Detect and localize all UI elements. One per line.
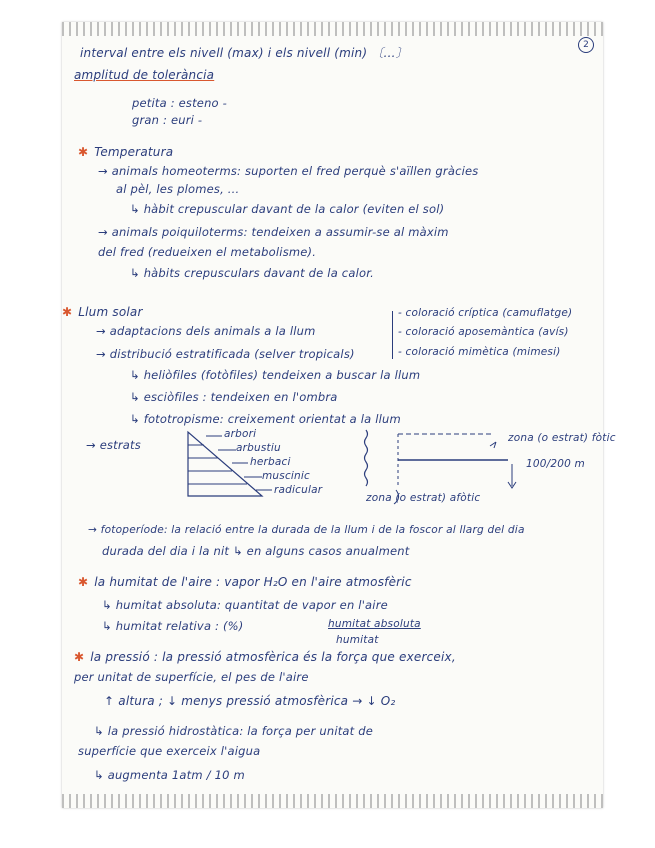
- heading-text: Llum solar: [78, 305, 143, 319]
- note-line: gran : euri -: [132, 113, 203, 127]
- note-line: per unitat de superfície, el pes de l'aire: [74, 670, 309, 684]
- spiral-binding-edge: [62, 22, 603, 36]
- strata-label: radicular: [274, 484, 323, 496]
- note-line: ↳ hàbits crepusculars davant de la calor.: [130, 266, 374, 280]
- note-line: interval entre els nivell (max) i els nivell (min) 〔…〕: [80, 46, 408, 60]
- note-line: → animals poiquiloterms: tendeixen a assumir-se al màxim: [98, 225, 449, 239]
- bracket-divider: [392, 311, 393, 359]
- note-line: durada del dia i la nit ↳ en alguns casos anualment: [102, 544, 410, 558]
- section-heading-pressio: [74, 650, 456, 664]
- note-line: ↳ augmenta 1atm / 10 m: [94, 768, 245, 782]
- asterisk-icon: ✱: [78, 575, 89, 589]
- heading-text: la humitat de l'aire : vapor H₂O en l'aire atmosfèric: [94, 575, 412, 589]
- note-line: - coloració críptica (camuflatge): [398, 307, 573, 319]
- note-line: ↳ humitat absoluta: quantitat de vapor en l'aire: [102, 598, 388, 612]
- section-heading-llum: [62, 305, 143, 319]
- asterisk-icon: ✱: [74, 650, 85, 664]
- note-line: al pèl, les plomes, ...: [116, 182, 240, 196]
- note-line: → animals homeoterms: suporten el fred perquè s'aïllen gràcies: [98, 164, 479, 178]
- strata-label: muscinic: [262, 470, 310, 482]
- note-line: → estrats: [86, 438, 141, 452]
- depth-label: 100/200 m: [526, 458, 585, 470]
- section-heading-temperatura: [78, 145, 173, 159]
- heading-text: Temperatura: [94, 145, 174, 159]
- fraction-numerator: humitat absoluta: [328, 618, 421, 630]
- page-number: 2: [578, 37, 594, 53]
- asterisk-icon: ✱: [62, 305, 73, 319]
- zone-label: zona (o estrat) fòtic: [508, 432, 616, 444]
- asterisk-icon: ✱: [78, 145, 89, 159]
- strata-label: herbaci: [250, 456, 291, 468]
- heading-text: la pressió : la pressió atmosfèrica és la força que exerceix,: [90, 650, 456, 664]
- note-line: - coloració mimètica (mimesi): [398, 346, 561, 358]
- note-line: del fred (redueixen el metabolisme).: [98, 245, 317, 259]
- note-line: ↑ altura ; ↓ menys pressió atmosfèrica → ↓ O₂: [104, 694, 396, 708]
- note-line: ↳ humitat relativa : (%): [102, 619, 244, 633]
- note-line: → adaptacions dels animals a la llum: [96, 324, 316, 338]
- note-line: superfície que exerceix l'aigua: [78, 744, 261, 758]
- note-line: ↳ hàbit crepuscular davant de la calor (eviten el sol): [130, 202, 445, 216]
- note-line: ↳ esciòfiles : tendeixen en l'ombra: [130, 390, 338, 404]
- strata-label: arbustiu: [236, 442, 281, 454]
- note-line: → fotoperíode: la relació entre la durada de la llum i de la foscor al llarg del dia: [88, 524, 525, 536]
- zone-label: zona (o estrat) afòtic: [366, 492, 481, 504]
- spiral-binding-edge-bottom: [62, 794, 603, 808]
- fraction-denominator: humitat: [336, 634, 379, 646]
- section-heading-humitat: [78, 575, 412, 589]
- note-subheading: amplitud de tolerància: [74, 68, 215, 82]
- note-line: ↳ fototropisme: creixement orientat a la llum: [130, 412, 401, 426]
- note-line: ↳ heliòfiles (fotòfiles) tendeixen a buscar la llum: [130, 368, 421, 382]
- note-line: → distribució estratificada (selver tropicals): [96, 347, 355, 361]
- note-line: ↳ la pressió hidrostàtica: la força per unitat de: [94, 724, 374, 738]
- note-line: - coloració aposemàntica (avís): [398, 326, 569, 338]
- notebook-page: [62, 22, 616, 808]
- note-line: petita : esteno -: [132, 96, 228, 110]
- strata-label: arbori: [224, 428, 257, 440]
